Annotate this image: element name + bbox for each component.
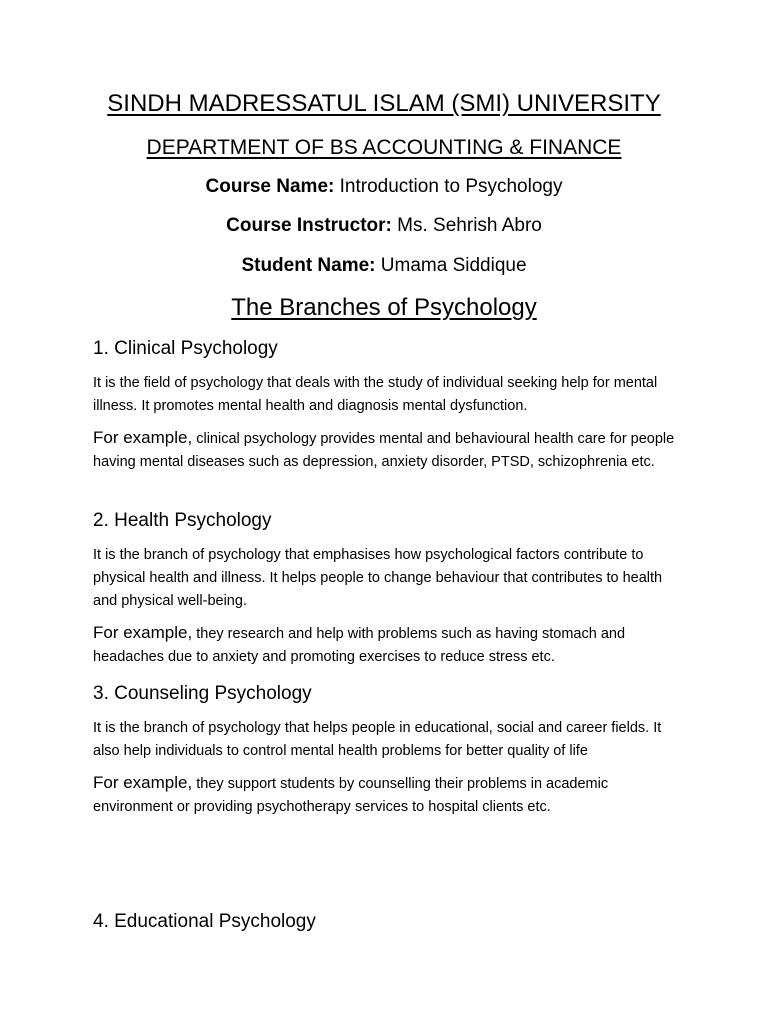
example-lead: For example,: [93, 623, 193, 642]
example-lead: For example,: [93, 428, 193, 447]
section-definition: It is the field of psychology that deals with the study of individual seeking help for mental illness. It promotes mental health and diagnosis mental dysfunction.: [93, 375, 658, 414]
section-counseling: [93, 683, 683, 819]
course-instructor-value: Ms. Sehrish Abro: [397, 215, 542, 236]
department-title: DEPARTMENT OF BS ACCOUNTING & FINANCE: [146, 136, 622, 159]
example-lead: For example,: [93, 773, 193, 792]
example-text: clinical psychology provides mental and behavioural health care for people having mental diseases such as depression, anxiety disorder, PTSD, schizophrenia etc.: [93, 431, 675, 470]
course-instructor-label: Course Instructor:: [226, 215, 392, 236]
section-clinical: [93, 338, 683, 474]
section-health: [93, 510, 683, 669]
document-title: The Branches of Psychology: [231, 294, 537, 321]
course-name-line: [0, 176, 768, 198]
section-heading: 4. Educational Psychology: [93, 911, 316, 932]
university-title: SINDH MADRESSATUL ISLAM (SMI) UNIVERSITY: [107, 90, 661, 117]
section-example: [93, 621, 683, 669]
section-definition: It is the branch of psychology that helps people in educational, social and career fields. It also help individuals to control mental health problems for better quality of life: [93, 720, 662, 759]
section-definition: It is the branch of psychology that emphasises how psychological factors contribute to physical health and illness. It helps people to change behaviour that contributes to health and physical well-being.: [93, 547, 663, 609]
section-heading: 1. Clinical Psychology: [93, 338, 278, 359]
course-instructor-line: [0, 215, 768, 237]
section-heading: 3. Counseling Psychology: [93, 683, 312, 704]
example-text: they support students by counselling their problems in academic environment or providing psychotherapy services to hospital clients etc.: [93, 776, 609, 815]
example-text: they research and help with problems such as having stomach and headaches due to anxiety and promoting exercises to reduce stress etc.: [93, 626, 626, 665]
section-example: [93, 771, 683, 819]
student-name-value: Umama Siddique: [380, 255, 527, 276]
course-name-value: Introduction to Psychology: [339, 176, 563, 197]
section-heading: 2. Health Psychology: [93, 510, 272, 531]
student-name-line: [0, 255, 768, 277]
course-name-label: Course Name:: [205, 176, 335, 197]
section-example: [93, 426, 683, 474]
student-name-label: Student Name:: [241, 255, 376, 276]
section-educational: [93, 911, 683, 933]
